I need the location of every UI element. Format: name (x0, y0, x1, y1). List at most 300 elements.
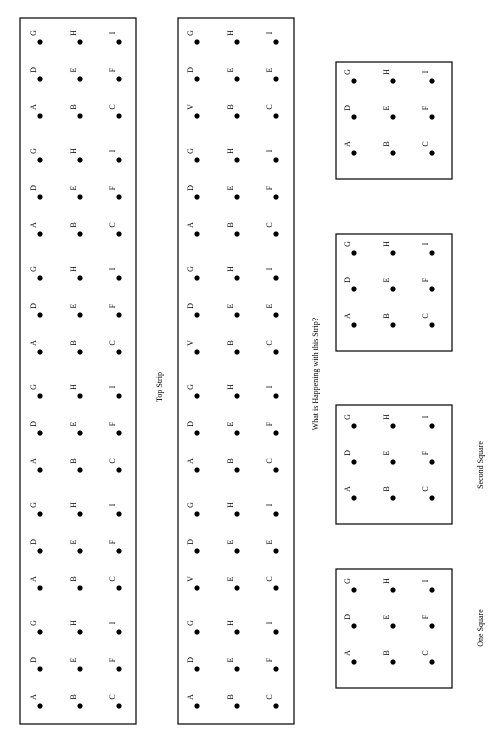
square-3-cell-d-letter: D (343, 277, 352, 283)
square-3-cell-h (382, 241, 396, 256)
second-strip-unit-5-cell-i (265, 149, 279, 162)
top-strip-unit-4-cell-i (108, 267, 122, 280)
top-strip-unit-2-cell-a (29, 576, 43, 591)
second-strip-unit-4-cell-v-letter: V (186, 340, 195, 346)
second-strip-unit-3-cell-d-letter: D (186, 421, 195, 427)
second-strip-frame (178, 18, 294, 724)
top-strip-unit-5-cell-h-dot (77, 157, 82, 162)
top-strip-unit-3-cell-c (108, 458, 122, 472)
second-strip-unit-1-cell-c (265, 694, 279, 708)
top-strip-unit-6-cell-h (69, 30, 83, 45)
square-4-cell-i (421, 70, 435, 83)
second-strip-unit-5-cell-c-dot (273, 231, 278, 236)
square-4-cell-b (382, 141, 396, 155)
top-strip-unit-6-cell-h-letter: H (69, 30, 78, 36)
top-strip-unit-1-cell-b-letter: B (69, 694, 78, 700)
top-strip-unit-2-cell-i-letter: I (108, 503, 117, 507)
second-strip-unit-6-cell-b-dot (234, 113, 239, 118)
top-strip-unit-1-cell-b-dot (77, 703, 82, 708)
top-strip-unit-3-cell-h (69, 384, 83, 399)
top-strip-unit-6-cell-c-dot (116, 113, 121, 118)
top-strip-unit-3-cell-a-dot (37, 467, 42, 472)
second-strip-unit-2-cell-c-dot (273, 585, 278, 590)
top-strip-unit-5-cell-e-dot (77, 194, 82, 199)
second-strip-unit-3-cell-h-letter: H (226, 384, 235, 390)
top-strip-unit-4-cell-i-letter: I (108, 267, 117, 271)
top-strip-unit-2-cell-d-dot (37, 548, 42, 553)
top-strip-unit-2-cell-g-letter: G (29, 502, 38, 508)
top-strip-unit-6-cell-e-dot (77, 76, 82, 81)
second-strip-unit-6-cell-g (186, 30, 200, 45)
second-strip-unit-6-cell-i-letter: I (265, 31, 274, 35)
second-strip-unit-2-cell-h-dot (234, 511, 239, 516)
top-strip-unit-1-cell-a-dot (37, 703, 42, 708)
second-strip-unit-6-cell-e-dot (234, 76, 239, 81)
second-strip-unit-5-cell-d-dot (194, 194, 199, 199)
second-strip-unit-3-cell-d (186, 421, 200, 436)
top-strip-unit-3-cell-g (29, 384, 43, 399)
square-3-cell-d-dot (351, 286, 356, 291)
second-strip-unit-1-cell-b-dot (234, 703, 239, 708)
second-strip-unit-5-cell-g-dot (194, 157, 199, 162)
second-strip-unit-6-cell-v-dot (194, 113, 199, 118)
second-strip-unit-3-cell-g-dot (194, 393, 199, 398)
second-strip-unit-1-cell-h-letter: H (226, 620, 235, 626)
second-strip-unit-1-cell-f-letter: F (265, 657, 274, 663)
second-strip-unit-4-cell-g-dot (194, 275, 199, 280)
top-strip-unit-2-cell-g-dot (37, 511, 42, 516)
top-strip-unit-2-cell-i (108, 503, 122, 516)
top-strip-unit-1-cell-e-letter: E (69, 657, 78, 663)
square-1-cell-h-letter: H (382, 578, 391, 584)
top-strip-unit-5-cell-h-letter: H (69, 148, 78, 154)
second-strip-unit-4-cell-b-dot (234, 349, 239, 354)
top-strip-unit-4-cell-c (108, 340, 122, 354)
square-2-cell-c (421, 486, 435, 500)
second-strip-unit-2-cell-d (186, 539, 200, 554)
top-strip-unit-3-cell-c-dot (116, 467, 121, 472)
top-strip-unit-4-cell-e-letter: E (69, 303, 78, 309)
top-strip-unit-4-cell-e (69, 303, 83, 317)
top-strip-unit-3-cell-b-letter: B (69, 458, 78, 464)
square-1-cell-i-dot (429, 587, 434, 592)
top-strip-unit-3-cell-d-letter: D (29, 421, 38, 427)
top-strip-unit-6-cell-b-letter: B (69, 104, 78, 110)
second-strip-unit-6-cell-v-letter: V (186, 104, 195, 110)
top-strip-unit-4-cell-e-dot (77, 312, 82, 317)
top-strip-unit-1-cell-d (29, 657, 43, 672)
square-1-cell-c-letter: C (421, 650, 430, 656)
second-strip-unit-5-cell-b (226, 222, 240, 236)
second-strip-unit-6-cell-d-letter: D (186, 67, 195, 73)
square-4-cell-c (421, 141, 435, 155)
second-strip-unit-6-cell-e-dot (273, 76, 278, 81)
square-4-cell-h (382, 69, 396, 84)
second-strip-unit-1-cell-b (226, 694, 240, 708)
top-strip-unit-5-cell-g (29, 148, 43, 163)
second-strip-unit-3-cell-d-dot (194, 430, 199, 435)
second-strip-unit-4-cell-c-letter: C (265, 340, 274, 346)
square-2-cell-e (382, 450, 396, 464)
second-strip-unit-1-cell-i-dot (273, 629, 278, 634)
top-strip-unit-5-cell-b (69, 222, 83, 236)
top-strip-unit-6-cell-f-dot (116, 76, 121, 81)
top-strip-unit-2-cell-f-letter: F (108, 539, 117, 545)
square-4-cell-e (382, 105, 396, 119)
top-strip-unit-1-cell-i-dot (116, 629, 121, 634)
second-strip-unit-3-cell-a (186, 458, 200, 473)
square-3-cell-a-dot (351, 322, 356, 327)
top-strip-unit-5-cell-i-letter: I (108, 149, 117, 153)
top-strip-unit-5-cell-e-letter: E (69, 185, 78, 191)
top-strip-unit-5-cell-d-letter: D (29, 185, 38, 191)
second-strip-unit-3-cell-c-dot (273, 467, 278, 472)
second-strip-unit-6-cell-c (265, 104, 279, 118)
top-strip-unit-3-cell-i-dot (116, 393, 121, 398)
square-4-cell-e-letter: E (382, 105, 391, 111)
square-4-cell-c-dot (429, 150, 434, 155)
square-2-cell-h-dot (390, 423, 395, 428)
top-strip-unit-2-cell-f (108, 539, 122, 553)
second-strip-unit-1-cell-i (265, 621, 279, 634)
top-strip-unit-6-cell-h-dot (77, 39, 82, 44)
square-2-cell-c-letter: C (421, 486, 430, 492)
top-strip-unit-2-cell-e (69, 539, 83, 553)
second-strip-unit-5-cell-b-dot (234, 231, 239, 236)
second-strip-unit-6-cell-c-letter: C (265, 104, 274, 110)
square-4-cell-d (343, 105, 357, 120)
square-1-cell-e-dot (390, 623, 395, 628)
second-strip-unit-5-cell-a-letter: A (186, 222, 195, 228)
top-strip-unit-6-cell-d-letter: D (29, 67, 38, 73)
second-strip-unit-3-cell-a-dot (194, 467, 199, 472)
square-3-cell-f-letter: F (421, 277, 430, 283)
top-strip-unit-5-cell-f (108, 185, 122, 199)
square-2-cell-i-dot (429, 423, 434, 428)
second-strip-unit-1-cell-c-letter: C (265, 694, 274, 700)
square-2-cell-d (343, 450, 357, 465)
top-strip-unit-3-cell-d (29, 421, 43, 436)
square-2-cell-c-dot (429, 495, 434, 500)
square-2-cell-b-letter: B (382, 486, 391, 492)
top-strip-unit-5-cell-a-letter: A (29, 222, 38, 228)
second-strip-unit-6-cell-h-dot (234, 39, 239, 44)
top-strip-unit-1-cell-a-letter: A (29, 694, 38, 700)
second-strip-unit-5-cell-i-letter: I (265, 149, 274, 153)
second-strip-unit-1-cell-g-letter: G (186, 620, 195, 626)
square-1-cell-f-dot (429, 623, 434, 628)
top-strip-unit-4-cell-g (29, 266, 43, 281)
square-2-cell-d-dot (351, 459, 356, 464)
second-strip-unit-6-cell-e-letter: E (265, 67, 274, 73)
top-strip-unit-2-cell-a-dot (37, 585, 42, 590)
second-strip-unit-1-cell-e-letter: E (226, 657, 235, 663)
square-1-cell-e (382, 614, 396, 628)
top-strip-unit-3-cell-a (29, 458, 43, 473)
second-strip-unit-5-cell-g (186, 148, 200, 163)
square-2-cell-f (421, 450, 435, 464)
top-strip-unit-6-cell-g-dot (37, 39, 42, 44)
square-3-cell-b (382, 313, 396, 327)
second-strip-unit-5-cell-b-letter: B (226, 222, 235, 228)
top-strip-unit-4-cell-b-dot (77, 349, 82, 354)
square-1-cell-g (343, 578, 357, 593)
square-1-cell-e-letter: E (382, 614, 391, 620)
top-strip-unit-5-cell-c-letter: C (108, 222, 117, 228)
top-strip-unit-3-cell-f-letter: F (108, 421, 117, 427)
top-strip-unit-2-cell-g (29, 502, 43, 517)
square-3-cell-i-letter: I (421, 242, 430, 246)
top-strip-unit-3-cell-i-letter: I (108, 385, 117, 389)
square-2-cell-g-dot (351, 423, 356, 428)
second-strip-unit-1-cell-h (226, 620, 240, 635)
second-strip-unit-2-cell-i (265, 503, 279, 516)
second-strip-unit-2-cell-g-dot (194, 511, 199, 516)
top-strip-unit-5-cell-a (29, 222, 43, 237)
top-strip-unit-6-cell-f-letter: F (108, 67, 117, 73)
top-strip-unit-1-cell-g-dot (37, 629, 42, 634)
top-strip-unit-2-cell-f-dot (116, 548, 121, 553)
second-strip-unit-4-cell-e-dot (234, 312, 239, 317)
second-strip-unit-4-cell-e (226, 303, 240, 317)
second-strip-unit-2-cell-v-letter: V (186, 576, 195, 582)
top-strip-unit-3-cell-d-dot (37, 430, 42, 435)
square-3-cell-h-dot (390, 250, 395, 255)
top-strip-unit-6-cell-a (29, 104, 43, 119)
top-strip-unit-1-cell-d-letter: D (29, 657, 38, 663)
top-strip-unit-3-cell-b-dot (77, 467, 82, 472)
second-strip-unit-4-cell-v (186, 340, 200, 355)
second-strip-unit-2-cell-e (265, 539, 279, 553)
second-strip-unit-5-cell-e (226, 185, 240, 199)
top-strip-unit-2-cell-h (69, 502, 83, 517)
top-strip-unit-6-cell-d (29, 67, 43, 82)
square-1-cell-i-letter: I (421, 579, 430, 583)
top-strip-unit-1-cell-f-letter: F (108, 657, 117, 663)
second-strip-unit-4-cell-c (265, 340, 279, 354)
top-strip-unit-3-cell-f-dot (116, 430, 121, 435)
second-strip-unit-5-cell-g-letter: G (186, 148, 195, 154)
square-1-cell-c (421, 650, 435, 664)
top-strip-unit-1-cell-f-dot (116, 666, 121, 671)
top-strip-unit-4-cell-c-dot (116, 349, 121, 354)
second-strip-unit-3-cell-b-dot (234, 467, 239, 472)
square-2-cell-h (382, 414, 396, 429)
square-1-cell-a-dot (351, 659, 356, 664)
top-strip-unit-1-cell-a (29, 694, 43, 709)
square-3-cell-g-dot (351, 250, 356, 255)
second-strip-unit-1-cell-d (186, 657, 200, 672)
top-strip-unit-6-cell-e (69, 67, 83, 81)
square-4-cell-e-dot (390, 114, 395, 119)
top-strip-unit-4-cell-c-letter: C (108, 340, 117, 346)
second-strip-unit-2-cell-e-letter: E (226, 576, 235, 582)
second-strip-unit-2-cell-e (226, 539, 240, 553)
square-2-cell-e-dot (390, 459, 395, 464)
top-strip-unit-5-cell-f-letter: F (108, 185, 117, 191)
second-strip-unit-6-cell-d-dot (194, 76, 199, 81)
square-2-cell-g-letter: G (343, 414, 352, 420)
second-strip-unit-3-cell-i-dot (273, 393, 278, 398)
second-strip-unit-4-cell-d-letter: D (186, 303, 195, 309)
top-strip-unit-4-cell-b-letter: B (69, 340, 78, 346)
second-strip-unit-5-cell-e-letter: E (226, 185, 235, 191)
second-strip-unit-6-cell-e (226, 67, 240, 81)
square-1-cell-c-dot (429, 659, 434, 664)
second-strip-unit-2-cell-v (186, 576, 200, 591)
top-strip-unit-6-cell-b-dot (77, 113, 82, 118)
square-1-cell-f (421, 614, 435, 628)
caption-second-square: Second Square (476, 441, 485, 489)
second-strip-unit-5-cell-a-dot (194, 231, 199, 236)
top-strip-unit-4-cell-d-dot (37, 312, 42, 317)
second-strip-unit-4-cell-c-dot (273, 349, 278, 354)
top-strip-unit-4-cell-h-dot (77, 275, 82, 280)
top-strip-unit-2-cell-c-dot (116, 585, 121, 590)
second-strip-unit-2-cell-g (186, 502, 200, 517)
top-strip-unit-3-cell-c-letter: C (108, 458, 117, 464)
top-strip-unit-5-cell-h (69, 148, 83, 163)
top-strip-unit-2-cell-h-dot (77, 511, 82, 516)
square-3-cell-b-letter: B (382, 313, 391, 319)
square-2-cell-g (343, 414, 357, 429)
top-strip-unit-3-cell-a-letter: A (29, 458, 38, 464)
square-1-cell-h (382, 578, 396, 593)
second-strip-unit-5-cell-a (186, 222, 200, 237)
top-strip-unit-6-cell-a-letter: A (29, 104, 38, 110)
top-strip-frame (20, 18, 136, 724)
square-4-cell-g-letter: G (343, 69, 352, 75)
second-strip-unit-4-cell-b (226, 340, 240, 354)
second-strip-unit-6-cell-i (265, 31, 279, 44)
second-strip-unit-1-cell-d-letter: D (186, 657, 195, 663)
square-1-cell-d-letter: D (343, 614, 352, 620)
top-strip-unit-1-cell-c (108, 694, 122, 708)
top-strip-unit-1-cell-i-letter: I (108, 621, 117, 625)
top-strip-unit-1-cell-g (29, 620, 43, 635)
top-strip-unit-1-cell-g-letter: G (29, 620, 38, 626)
caption-what-strip: What is Happening with this Strip? (311, 317, 320, 431)
top-strip-unit-6-cell-g (29, 30, 43, 45)
top-strip-unit-5-cell-e (69, 185, 83, 199)
top-strip-unit-2-cell-c-letter: C (108, 576, 117, 582)
second-strip-unit-1-cell-g (186, 620, 200, 635)
second-strip-unit-4-cell-h-letter: H (226, 266, 235, 272)
top-strip-unit-6-cell-c (108, 104, 122, 118)
top-strip-unit-3-cell-e-letter: E (69, 421, 78, 427)
square-4-cell-f-letter: F (421, 105, 430, 111)
second-strip-unit-1-cell-f (265, 657, 279, 671)
top-strip-unit-2-cell-b-letter: B (69, 576, 78, 582)
top-strip-unit-4-cell-h-letter: H (69, 266, 78, 272)
top-strip-unit-5-cell-g-dot (37, 157, 42, 162)
second-strip-unit-4-cell-b-letter: B (226, 340, 235, 346)
square-4-cell-f-dot (429, 114, 434, 119)
square-2-cell-a (343, 486, 357, 501)
second-strip-unit-5-cell-c-letter: C (265, 222, 274, 228)
top-strip-unit-4-cell-f-dot (116, 312, 121, 317)
square-4-cell-a-dot (351, 150, 356, 155)
second-strip-unit-1-cell-d-dot (194, 666, 199, 671)
second-strip-unit-2-cell-i-letter: I (265, 503, 274, 507)
second-strip-unit-4-cell-d-dot (194, 312, 199, 317)
top-strip-unit-2-cell-b (69, 576, 83, 590)
second-strip-unit-4-cell-g-letter: G (186, 266, 195, 272)
second-strip-unit-1-cell-a-letter: A (186, 694, 195, 700)
top-strip-unit-2-cell-h-letter: H (69, 502, 78, 508)
second-strip-unit-2-cell-h (226, 502, 240, 517)
square-3-cell-c-letter: C (421, 313, 430, 319)
top-strip-unit-6-cell-e-letter: E (69, 67, 78, 73)
square-3-cell-a-letter: A (343, 313, 352, 319)
second-strip-unit-3-cell-i (265, 385, 279, 398)
square-3-cell-g-letter: G (343, 241, 352, 247)
top-strip-unit-4-cell-a-letter: A (29, 340, 38, 346)
top-strip-unit-6-cell-c-letter: C (108, 104, 117, 110)
second-strip-unit-2-cell-e-dot (273, 548, 278, 553)
square-2-cell-h-letter: H (382, 414, 391, 420)
top-strip-unit-1-cell-h-letter: H (69, 620, 78, 626)
top-strip-unit-2-cell-c (108, 576, 122, 590)
top-strip-unit-4-cell-f (108, 303, 122, 317)
top-strip-unit-5-cell-a-dot (37, 231, 42, 236)
square-3-cell-e-letter: E (382, 277, 391, 283)
top-strip-unit-2-cell-d (29, 539, 43, 554)
second-strip-unit-1-cell-b-letter: B (226, 694, 235, 700)
top-strip-unit-6-cell-i-letter: I (108, 31, 117, 35)
second-strip-unit-4-cell-h-dot (234, 275, 239, 280)
square-4-cell-a-letter: A (343, 141, 352, 147)
top-strip-unit-1-cell-c-letter: C (108, 694, 117, 700)
second-strip-unit-1-cell-a (186, 694, 200, 709)
caption-one-square: One Square (476, 609, 485, 647)
top-strip-unit-1-cell-e (69, 657, 83, 671)
square-3-cell-g (343, 241, 357, 256)
second-strip-unit-2-cell-d-letter: D (186, 539, 195, 545)
top-strip-unit-6-cell-a-dot (37, 113, 42, 118)
second-strip-unit-2-cell-i-dot (273, 511, 278, 516)
square-3-cell-e (382, 277, 396, 291)
square-1-cell-b-dot (390, 659, 395, 664)
second-strip-unit-4-cell-h (226, 266, 240, 281)
top-strip-unit-3-cell-e-dot (77, 430, 82, 435)
second-strip-unit-4-cell-g (186, 266, 200, 281)
top-strip-unit-2-cell-i-dot (116, 511, 121, 516)
second-strip-unit-1-cell-e (226, 657, 240, 671)
top-strip-unit-5-cell-b-dot (77, 231, 82, 236)
square-4-cell-b-letter: B (382, 141, 391, 147)
second-strip-unit-2-cell-c (265, 576, 279, 590)
square-3-cell-i-dot (429, 250, 434, 255)
square-4-cell-h-dot (390, 78, 395, 83)
second-strip-unit-6-cell-e-letter: E (226, 67, 235, 73)
second-strip-unit-1-cell-g-dot (194, 629, 199, 634)
second-strip-unit-3-cell-i-letter: I (265, 385, 274, 389)
square-1-cell-h-dot (390, 587, 395, 592)
second-strip-unit-3-cell-a-letter: A (186, 458, 195, 464)
top-strip-unit-6-cell-i-dot (116, 39, 121, 44)
second-strip-unit-2-cell-c-letter: C (265, 576, 274, 582)
second-strip-unit-2-cell-e-letter: E (226, 539, 235, 545)
top-strip-unit-3-cell-i (108, 385, 122, 398)
second-strip-unit-5-cell-c (265, 222, 279, 236)
top-strip-unit-6-cell-b (69, 104, 83, 118)
top-strip-unit-5-cell-i-dot (116, 157, 121, 162)
top-strip-unit-2-cell-e-dot (77, 548, 82, 553)
top-strip-unit-5-cell-d-dot (37, 194, 42, 199)
top-strip-unit-4-cell-g-letter: G (29, 266, 38, 272)
top-strip-unit-5-cell-i (108, 149, 122, 162)
